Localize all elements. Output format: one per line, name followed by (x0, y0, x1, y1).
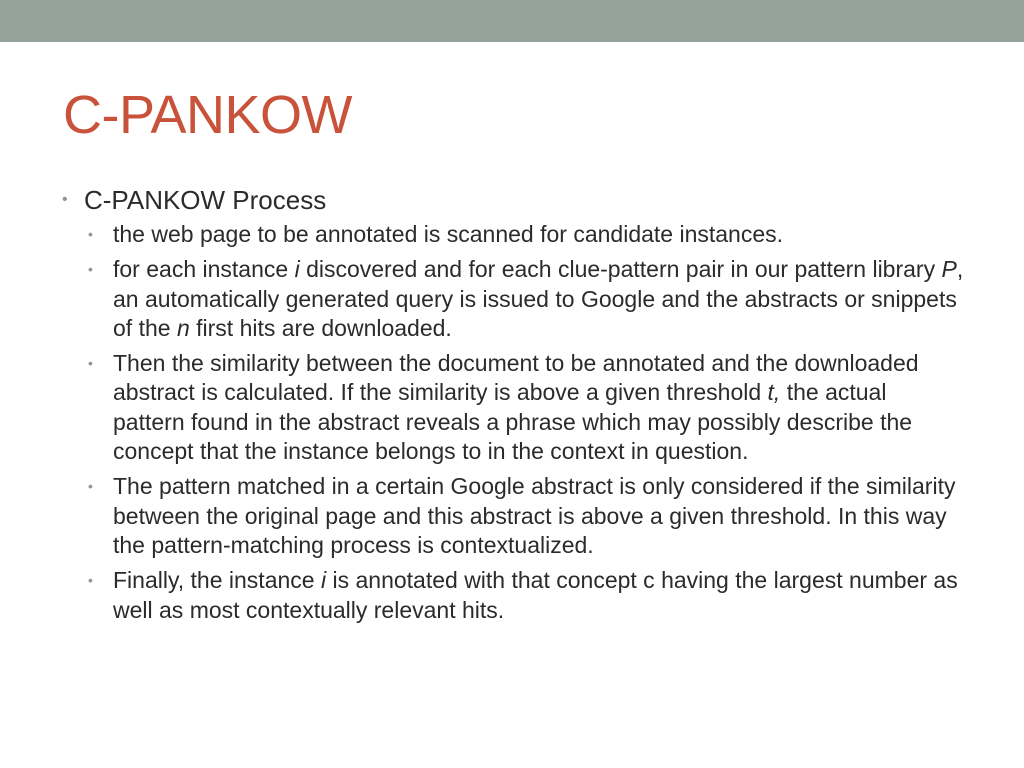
bullet-text: the web page to be annotated is scanned for candidate instances. (113, 221, 784, 247)
bullet-text: The pattern matched in a certain Google abstract is only considered if the similarity between the original page and this abstract is above a given threshold. In this way the pattern-matching process is contextualized. (113, 473, 956, 558)
list-item (60, 566, 964, 625)
text-segment: , an automatically generated query is issued to Google and the abstracts or snippets of the (113, 256, 964, 341)
list-item (60, 349, 964, 466)
bullet-text (113, 255, 964, 343)
bullet-dot-icon: • (88, 261, 93, 278)
text-segment: for each instance (113, 256, 295, 283)
list-item (60, 472, 964, 560)
variable-t: t, (767, 379, 781, 406)
variable-i: i (320, 567, 327, 594)
text-segment: discovered and for each clue-pattern pair in our pattern library (299, 256, 942, 283)
slide-content (60, 184, 964, 631)
list-item (60, 255, 964, 343)
bullet-dot-icon: • (62, 191, 68, 208)
sub-bullet-list (60, 220, 964, 625)
bullet-dot-icon: • (88, 478, 93, 495)
bullet-text (113, 566, 964, 625)
top-accent-bar (0, 0, 1024, 42)
variable-i: i (294, 256, 300, 283)
bullet-dot-icon: • (88, 355, 93, 372)
slide-title: C-PANKOW (63, 85, 352, 145)
variable-n: n (176, 314, 190, 341)
text-segment: Finally, the instance (113, 567, 321, 594)
bullet-dot-icon: • (88, 226, 93, 242)
text-segment: first hits are downloaded. (189, 314, 452, 341)
bullet-level1 (60, 184, 964, 216)
variable-P: P (941, 256, 957, 283)
bullet-dot-icon: • (88, 572, 93, 589)
bullet-text (113, 349, 964, 466)
text-segment: is annotated with that concept c having the largest number as well as most contextually relevant hits. (113, 567, 958, 623)
list-item (60, 220, 964, 249)
process-heading: C-PANKOW Process (84, 185, 327, 215)
text-segment: Then the similarity between the document to be annotated and the downloaded abstract is calculated. If the similarity is above a given threshold (113, 350, 919, 406)
text-segment: the actual pattern found in the abstract reveals a phrase which may possibly describe the concept that the instance belongs to in the context in question. (113, 379, 913, 465)
